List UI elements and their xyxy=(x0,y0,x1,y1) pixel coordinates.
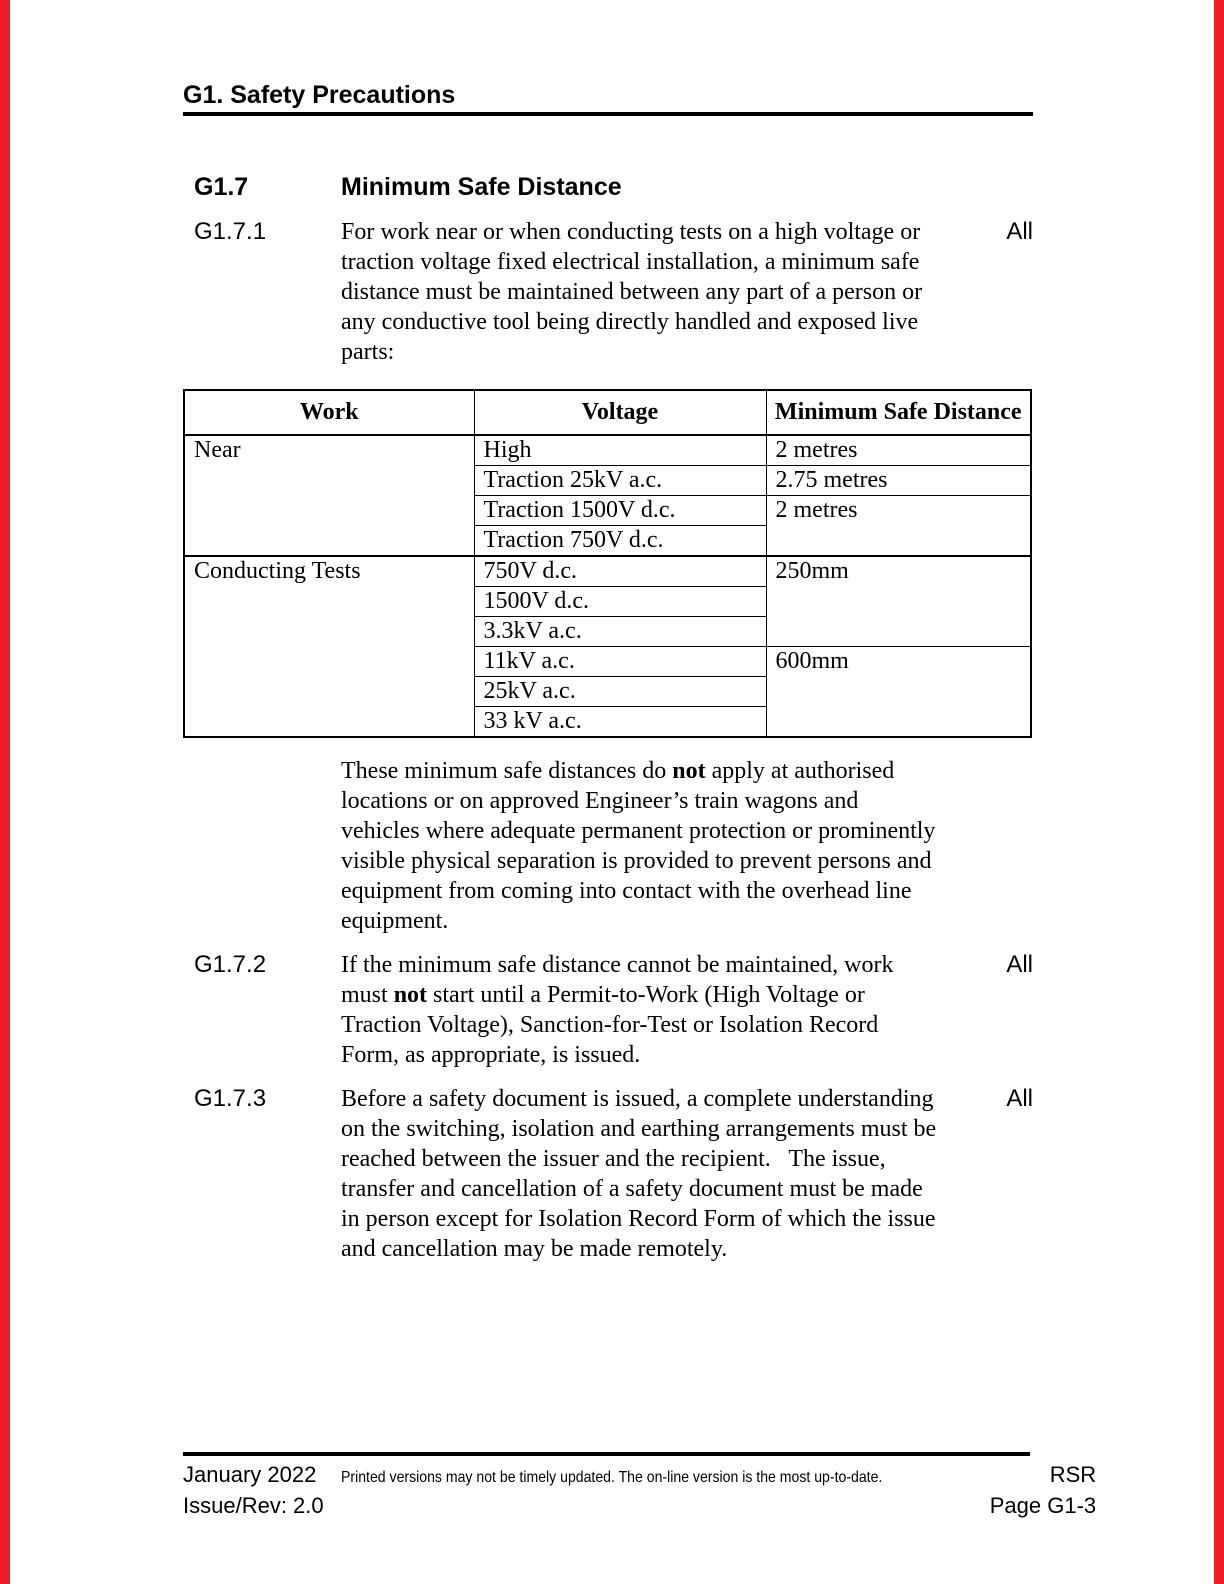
clause-g172 xyxy=(183,950,1033,1070)
clause-g173 xyxy=(183,1084,1033,1264)
red-page-edge-left xyxy=(0,0,10,1584)
clause-text-bold-run: not xyxy=(393,982,428,1008)
cell-distance: 2.75 metres xyxy=(766,466,1031,496)
table-header-row xyxy=(184,390,1031,435)
cell-distance: 600mm xyxy=(766,647,1031,738)
clause-g171 xyxy=(183,217,1033,367)
cell-distance: 2 metres xyxy=(766,496,1031,557)
table-row xyxy=(184,556,1031,587)
footer-page-number: Page G1-3 xyxy=(989,1493,1097,1518)
clause-text xyxy=(341,1084,939,1264)
footer-date: January 2022 xyxy=(183,1462,317,1487)
footer-issue-rev: Issue/Rev: 2.0 xyxy=(183,1493,324,1518)
cell-distance: 2 metres xyxy=(766,435,1031,466)
column-header-distance: Minimum Safe Distance xyxy=(766,390,1031,435)
clause-text xyxy=(341,950,939,1070)
section-title: Minimum Safe Distance xyxy=(341,173,622,201)
clause-number: G1.7.2 xyxy=(194,951,267,978)
cell-work-near: Near xyxy=(184,435,474,556)
cell-voltage: 3.3kV a.c. xyxy=(474,617,766,647)
applicability-marker: All xyxy=(1006,951,1033,978)
cell-voltage: 750V d.c. xyxy=(474,556,766,587)
column-header-work: Work xyxy=(184,390,474,435)
cell-voltage: 1500V d.c. xyxy=(474,587,766,617)
cell-voltage: Traction 25kV a.c. xyxy=(474,466,766,496)
clause-text xyxy=(341,217,939,367)
cell-work-conducting-tests: Conducting Tests xyxy=(184,556,474,737)
note-text-run: These minimum safe distances do xyxy=(341,758,673,784)
chapter-title: G1. Safety Precautions xyxy=(183,0,1033,116)
footer-notice-text: Printed versions may not be timely updated. The on-line version is the most up-to-date. xyxy=(341,1469,883,1486)
clause-number: G1.7.3 xyxy=(194,1085,267,1112)
note-text-run: apply at authorised locations or on approved Engineer’s train wagons and vehicles where adequate permanent protection or prominently visible physical separation is provided to prevent persons and equipment from coming into contact with the overhead line equipment. xyxy=(341,758,936,934)
cell-voltage: 25kV a.c. xyxy=(474,677,766,707)
applicability-marker: All xyxy=(1006,1085,1033,1112)
clause-number: G1.7.1 xyxy=(194,218,267,245)
section-number: G1.7 xyxy=(194,173,249,201)
red-page-edge-right xyxy=(1214,0,1224,1584)
clause-text-run: For work near or when conducting tests on a high voltage or traction voltage fixed electrical installation, a minimum safe distance must be maintained between any part of a person or any conductive tool being directly handled and exposed live parts: xyxy=(341,219,923,365)
column-header-voltage: Voltage xyxy=(474,390,766,435)
footer-notice xyxy=(341,1461,956,1492)
cell-distance: 250mm xyxy=(766,556,1031,647)
cell-voltage: High xyxy=(474,435,766,466)
page-footer xyxy=(183,1452,1097,1520)
applicability-marker: All xyxy=(1006,218,1033,245)
note-text-bold-run: not xyxy=(672,758,706,784)
clause-text-run: start until a Permit-to-Work (High Voltage or Traction Voltage), Sanction-for-Test or Isolation Record Form, as appropriate, is issued. xyxy=(341,982,879,1068)
note-paragraph xyxy=(341,756,939,936)
minimum-safe-distance-table xyxy=(183,389,1032,738)
cell-voltage: Traction 1500V d.c. xyxy=(474,496,766,526)
table-row xyxy=(184,435,1031,466)
cell-voltage: 33 kV a.c. xyxy=(474,707,766,738)
footer-doc-code: RSR xyxy=(1049,1462,1097,1487)
section-heading xyxy=(183,174,1033,201)
page-content xyxy=(183,0,1033,1264)
clause-text-run: Before a safety document is issued, a complete understanding on the switching, isolation and earthing arrangements must be reached between the issuer and the recipient. The issue, transfer and cancellation of a safety document must be made in person except for Isolation Record Form of which the issue and cancellation may be made remotely. xyxy=(341,1086,937,1262)
clause-text-run: If the minimum safe distance cannot be maintained, work must xyxy=(341,952,894,1008)
cell-voltage: Traction 750V d.c. xyxy=(474,526,766,557)
cell-voltage: 11kV a.c. xyxy=(474,647,766,677)
